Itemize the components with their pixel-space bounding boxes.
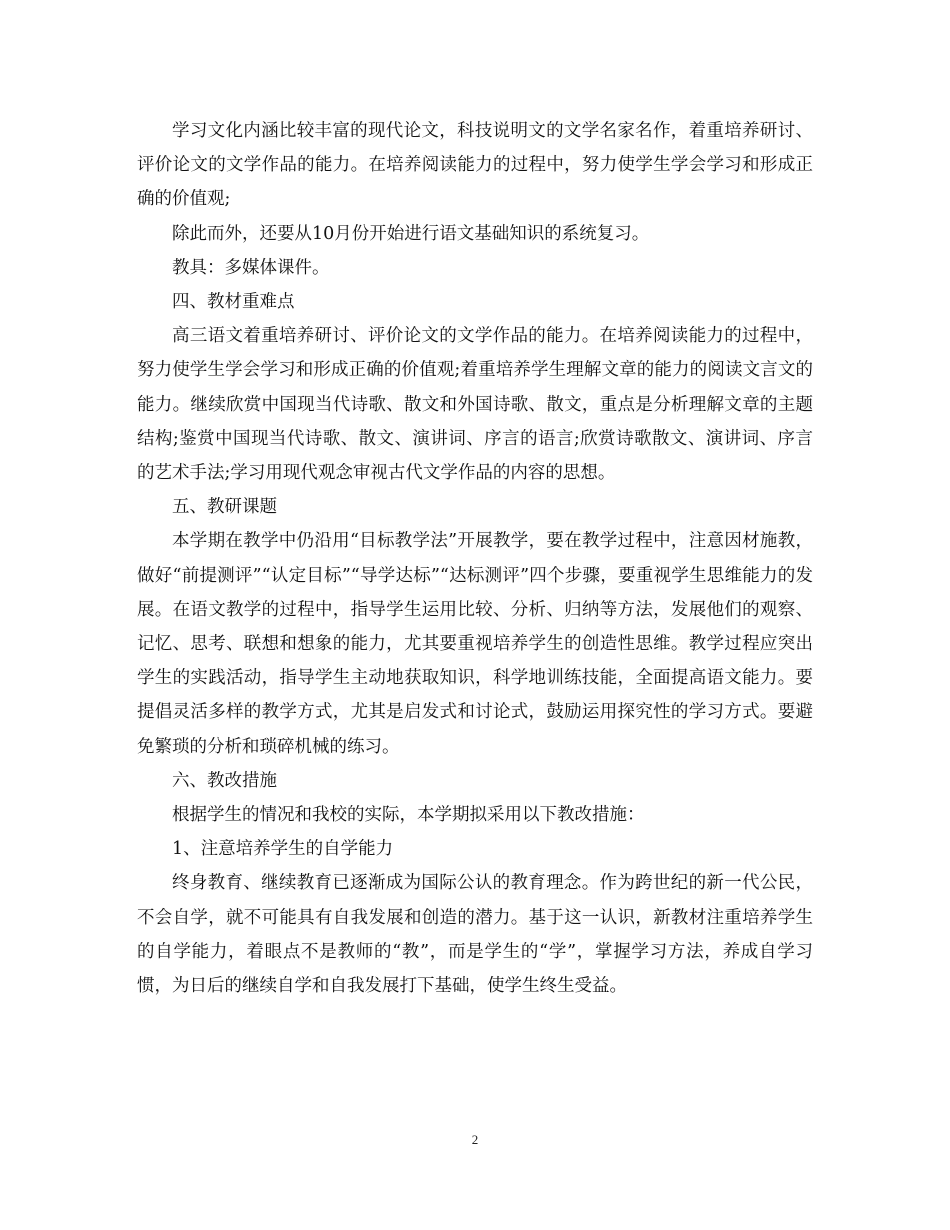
section-heading-research-topic: 五、教研课题 — [172, 497, 277, 518]
document-body — [137, 114, 813, 1003]
paragraph-research-topic: 本学期在教学中仍沿用“目标教学法”开展教学，要在教学过程中，注意因材施教，做好“前提测评”“认定目标”“导学达标”“达标测评”四个步骤，要重视学生思维能力的发展。在语文教学的过程中，指导学生运用比较、分析、归纳等方法，发展他们的观察、记忆、思考、联想和想象的能力，尤其要重视培养学生的创造性思维。教学过程应突出学生的实践活动，指导学生主动地获取知识，科学地训练技能，全面提高语文能力。要提倡灵活多样的教学方式，尤其是启发式和讨论式，鼓励运用探究性的学习方式。要避免繁琐的分析和琐碎机械的练习。 — [137, 531, 813, 757]
paragraph-review-plan: 除此而外，还要从10月份开始进行语文基础知识的系统复习。 — [172, 223, 650, 244]
paragraph-reading-goals: 学习文化内涵比较丰富的现代论文，科技说明文的文学名家名作，着重培养研讨、评价论文的文学作品的能力。在培养阅读能力的过程中，努力使学生学会学习和形成正确的价值观; — [137, 121, 813, 210]
paragraph-self-study: 终身教育、继续教育已逐渐成为国际公认的教育理念。作为跨世纪的新一代公民，不会自学，就不可能具有自我发展和创造的潜力。基于这一认识，新教材注重培养学生的自学能力，着眼点不是教师的“教”，而是学生的“学”，掌握学习方法，养成自学习惯，为日后的继续自学和自我发展打下基础，使学生终生受益。 — [137, 873, 813, 997]
section-heading-reform-measures: 六、教改措施 — [172, 770, 277, 791]
paragraph-teaching-aids: 教具：多媒体课件。 — [172, 257, 330, 278]
page-number: 2 — [471, 1132, 479, 1147]
section-heading-key-points: 四、教材重难点 — [172, 292, 295, 313]
subheading-self-study: 1、注意培养学生的自学能力 — [172, 839, 394, 860]
paragraph-key-points: 高三语文着重培养研讨、评价论文的文学作品的能力。在培养阅读能力的过程中，努力使学生学会学习和形成正确的价值观;着重培养学生理解文章的能力的阅读文言文的能力。继续欣赏中国现当代诗歌、散文和外国诗歌、散文，重点是分析理解文章的主题结构;鉴赏中国现当代诗歌、散文、演讲词、序言的语言;欣赏诗歌散文、演讲词、序言的艺术手法;学习用现代观念审视古代文学作品的内容的思想。 — [137, 326, 813, 484]
paragraph-reform-intro: 根据学生的情况和我校的实际，本学期拟采用以下教改措施： — [172, 805, 645, 826]
